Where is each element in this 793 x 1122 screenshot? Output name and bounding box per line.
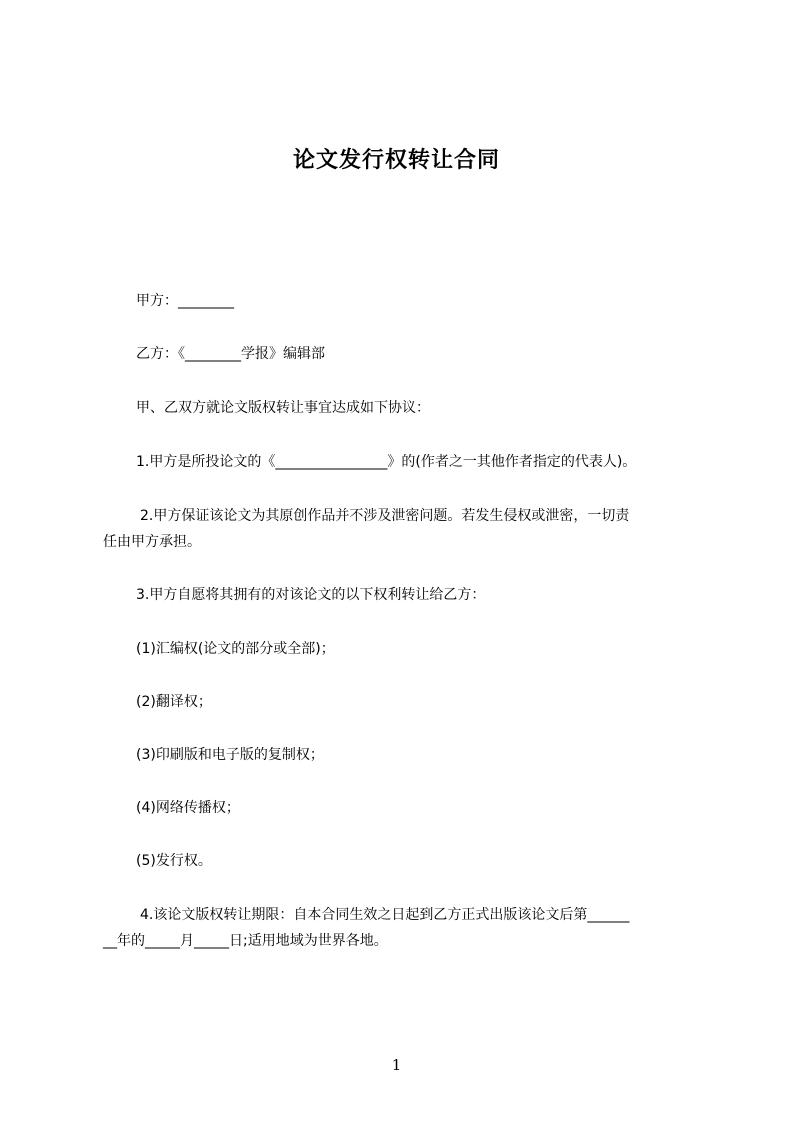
document-title: 论文发行权转让合同	[292, 148, 500, 173]
party-b-line: 乙方：《________学报》编辑部	[136, 346, 325, 362]
right-item-5: (5)发行权。	[136, 853, 212, 869]
right-item-1: (1)汇编权(论文的部分或全部)；	[136, 641, 335, 657]
clause-1: 1.甲方是所投论文的《________________》的(作者之一其他作者指定的代表人)。	[136, 454, 637, 470]
clause-2-line-1: 2.甲方保证该论文为其原创作品并不涉及泄密问题。若发生侵权或泄密，一切责	[140, 508, 630, 524]
right-item-3: (3)印刷版和电子版的复制权；	[136, 747, 324, 763]
right-item-2: (2)翻译权；	[136, 694, 212, 710]
clause-2-line-2: 任由甲方承担。	[103, 534, 201, 550]
intro-paragraph: 甲、乙双方就论文版权转让事宜达成如下协议：	[136, 400, 430, 416]
clause-4-line-2: __年的_____月_____日;适用地域为世界各地。	[103, 933, 388, 949]
clause-4-line-1: 4.该论文版权转让期限：自本合同生效之日起到乙方正式出版该论文后第______	[140, 907, 630, 923]
clause-3: 3.甲方自愿将其拥有的对该论文的以下权利转让给乙方：	[136, 587, 486, 603]
party-a-line: 甲方：________	[136, 293, 234, 309]
right-item-4: (4)网络传播权；	[136, 800, 240, 816]
page-number: 1	[391, 1056, 402, 1074]
